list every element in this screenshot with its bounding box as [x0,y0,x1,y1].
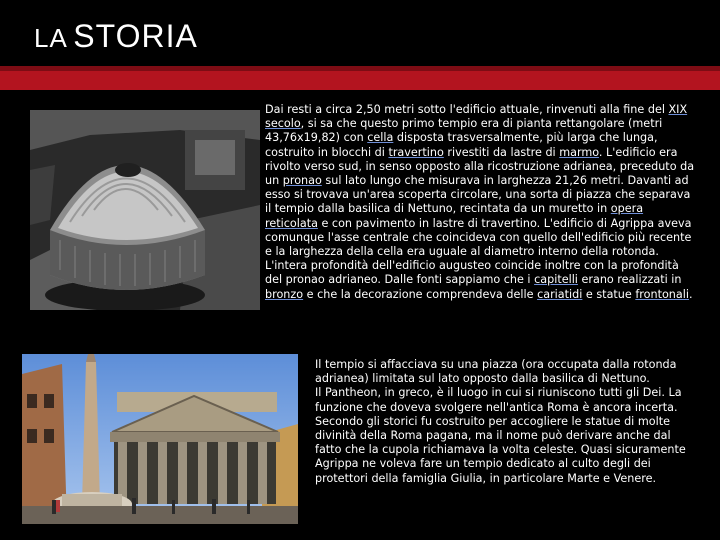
para1-text: e con pavimento in lastre di travertino. L'edificio di Agrippa aveva comunque l'asse centrale che coincideva con quello dell'edificio più recente e la larghezza della cella era uguale al diametro interno della rotonda. L'intera profondità dell'edificio augusteo coincide inoltre con la profondità del pronao adrianeo. Dalle fonti sappiamo che i [265,216,692,287]
para1-text: e statue [582,287,636,301]
para1-text: sul lato lungo che misurava in larghezza 21,26 metri. Davanti ad esso si trovava un'area scoperta circolare, una sorta di piazza che separava il tempio dalla basilica di Nettuno, recintata da un muretto in [265,174,691,216]
pantheon-aerial-photo [30,110,260,310]
link-frontonali[interactable]: frontonali [635,287,689,301]
para1-text: . [688,287,693,301]
para1-text: Dai resti a circa 2,50 metri sotto l'edificio attuale, rinvenuti alla fine del [265,103,669,116]
accent-bar-shade [0,66,720,71]
para1-text: . L'edificio era rivolto verso sud, in senso opposto alla ricostruzione adrianea, preceduto da un [265,145,695,188]
para1-text: , si sa che questo primo tempio era di pianta rettangolare (metri 43,76x19,82) con [265,117,663,145]
link-opera-reticolata[interactable]: opera reticolata [265,202,644,230]
link-cariatidi[interactable]: cariatidi [537,287,583,301]
para1-text: e che la decorazione comprendeva delle [303,287,538,301]
link-xix-secolo[interactable]: XIX secolo [265,103,688,131]
para1-text: rivestiti da lastre di [443,145,560,159]
pantheon-facade-image [22,354,298,524]
history-paragraph-2 [315,358,687,486]
para2-line-1: Il tempio si affacciava su una piazza (ora occupata dalla rotonda adrianea) limitata sul lato opposto dalla basilica di Nettuno. [315,358,677,386]
link-bronzo[interactable]: bronzo [265,287,304,301]
history-paragraph-1 [265,103,697,302]
para2-line-2: Il Pantheon, in greco, è il luogo in cui si riuniscono tutti gli Dei. La funzione che doveva svolgere nell'antica Roma è ancora incerta. Secondo gli storici fu costruito per accogliere le statue di molte divinità della Roma pagana, ma il nome può derivare anche dal fatto che la cupola richiamava la volta celeste. Quasi sicuramente Agrippa ne voleva fare un tempio dedicato al culto degli dei protettori della famiglia Giulia, in particolare Marte e Venere. [315,386,686,485]
link-capitelli[interactable]: capitelli [534,273,578,287]
link-travertino[interactable]: travertino [388,145,444,159]
link-marmo[interactable]: marmo [559,145,599,159]
para1-text: erano realizzati in [577,273,682,287]
para1-text: disposta trasversalmente, più larga che lunga, costruito in blocchi di [265,131,658,159]
link-pronao[interactable]: pronao [282,174,322,188]
accent-bar [0,66,720,90]
pantheon-aerial-image [30,110,260,310]
title-prefix: LA [34,23,68,53]
link-cella[interactable]: cella [367,131,394,145]
pantheon-facade-photo [22,354,298,524]
page-title [34,18,198,55]
title-main: STORIA [73,18,198,54]
